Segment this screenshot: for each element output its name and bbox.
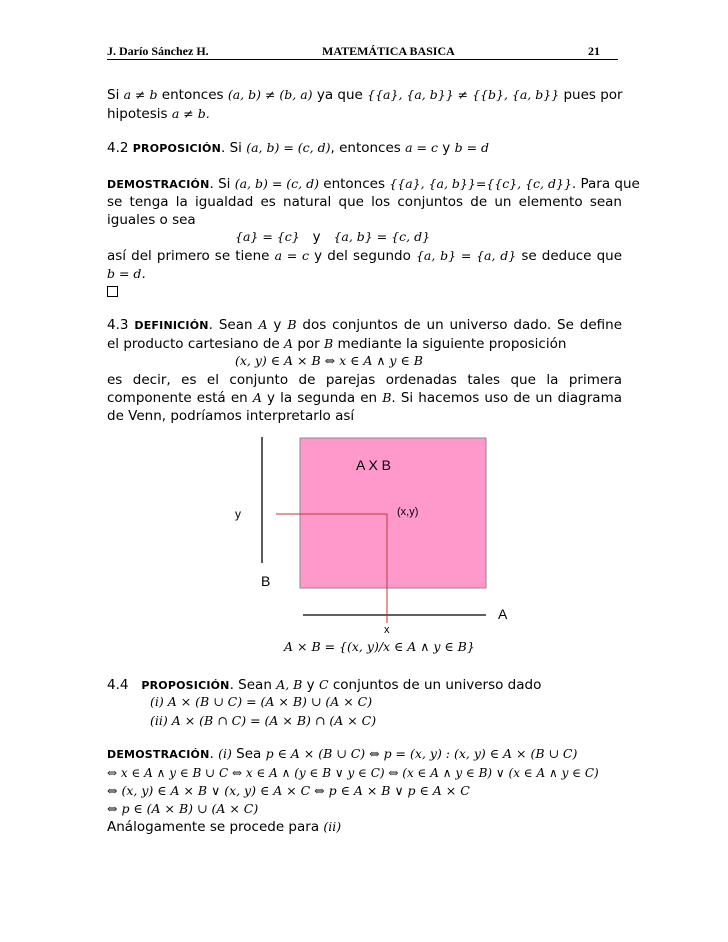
definition-4-3-line-2: el producto cartesiano de A por B mediante la siguiente proposición bbox=[107, 336, 567, 352]
proof-4-2-line-5: así del primero se tiene a = c y del segundo {a, b} = {a, d} se deduce que bbox=[107, 248, 623, 264]
set-a-label: A bbox=[498, 606, 508, 622]
running-header-author: J. Darío Sánchez H. bbox=[107, 44, 209, 58]
product-label: A X B bbox=[356, 457, 392, 473]
proof-4-4-line-5: Análogamente se procede para (ii) bbox=[107, 819, 342, 835]
proof-label: DEMOSTRACIÓN bbox=[107, 748, 210, 761]
intro-line-1: Si a ≠ b entonces (a, b) ≠ (b, a) ya que {{a}, {a, b}} ≠ {{b}, {a, b}} pues por bbox=[107, 87, 623, 103]
page-number: 21 bbox=[588, 44, 600, 58]
proof-4-2-line-2: se tenga la igualdad es natural que los conjuntos de un elemento sean bbox=[107, 194, 622, 210]
proposition-item-i: (i) A × (B ∪ C) = (A × B) ∪ (A × C) bbox=[150, 694, 373, 709]
diagram-caption: A × B = {(x, y)/x ∈ A ∧ y ∈ B} bbox=[284, 639, 475, 654]
proof-4-4-line-1: DEMOSTRACIÓN. (i) Sea p ∈ A × (B ∪ C) ⇔ p = (x, y) : (x, y) ∈ A × (B ∪ C) bbox=[107, 746, 578, 762]
proof-4-4-line-4: ⇔ p ∈ (A × B) ∪ (A × C) bbox=[107, 801, 259, 816]
x-label: x bbox=[384, 624, 390, 636]
proposition-label: PROPOSICIÓN bbox=[132, 142, 222, 155]
set-b-label: B bbox=[261, 573, 271, 589]
proof-4-2-line-3: iguales o sea bbox=[107, 212, 196, 228]
proof-4-4-line-2: ⇔ x ∈ A ∧ y ∈ B ∪ C ⇔ x ∈ A ∧ (y ∈ B ∨ y ∈ C) ⇔ (x ∈ A ∧ y ∈ B) ∨ (x ∈ A ∧ y ∈ C) bbox=[107, 766, 599, 780]
definition-4-3-line-5: componente está en A y la segunda en B. Si hacemos uso de un diagrama bbox=[107, 390, 622, 406]
definition-4-3-line-4: es decir, es el conjunto de parejas ordenadas tales que la primera bbox=[107, 372, 622, 388]
proposition-item-ii: (ii) A × (B ∩ C) = (A × B) ∩ (A × C) bbox=[150, 713, 377, 728]
proof-4-4-line-3: ⇔ (x, y) ∈ A × B ∨ (x, y) ∈ A × C ⇔ p ∈ A × B ∨ p ∈ A × C bbox=[107, 783, 470, 798]
y-label: y bbox=[235, 507, 241, 521]
definition-4-3-line-6: de Venn, podríamos interpretarlo así bbox=[107, 408, 355, 424]
product-region bbox=[300, 438, 486, 588]
proof-4-2-line-6: b = d. bbox=[107, 266, 146, 282]
definition-formula: (x, y) ∈ A × B ⇔ x ∈ A ∧ y ∈ B bbox=[235, 353, 423, 368]
proof-4-2-line-1: DEMOSTRACIÓN. Si (a, b) = (c, d) entonces {{a}, {a, b}}={{c}, {c, d}}. Para que bbox=[107, 176, 640, 192]
proposition-label: PROPOSICIÓN bbox=[141, 679, 230, 692]
definition-4-3-line-1: 4.3 DEFINICIÓN. Sean A y B dos conjuntos de un universo dado. Se define bbox=[107, 317, 623, 333]
point-label: (x,y) bbox=[397, 506, 419, 518]
proposition-4-4: 4.4 PROPOSICIÓN. Sean A, B y C conjuntos de un universo dado bbox=[107, 677, 542, 693]
proof-4-2-equations: {a} = {c} y {a, b} = {c, d} bbox=[235, 229, 431, 245]
proposition-4-2: 4.2 PROPOSICIÓN. Si (a, b) = (c, d), entonces a = c y b = d bbox=[107, 140, 490, 156]
intro-line-2: hipotesis a ≠ b. bbox=[107, 106, 210, 122]
running-header-title: MATEMÁTICA BASICA bbox=[322, 44, 455, 58]
definition-label: DEFINICIÓN bbox=[134, 319, 209, 332]
proof-label: DEMOSTRACIÓN bbox=[107, 178, 210, 191]
